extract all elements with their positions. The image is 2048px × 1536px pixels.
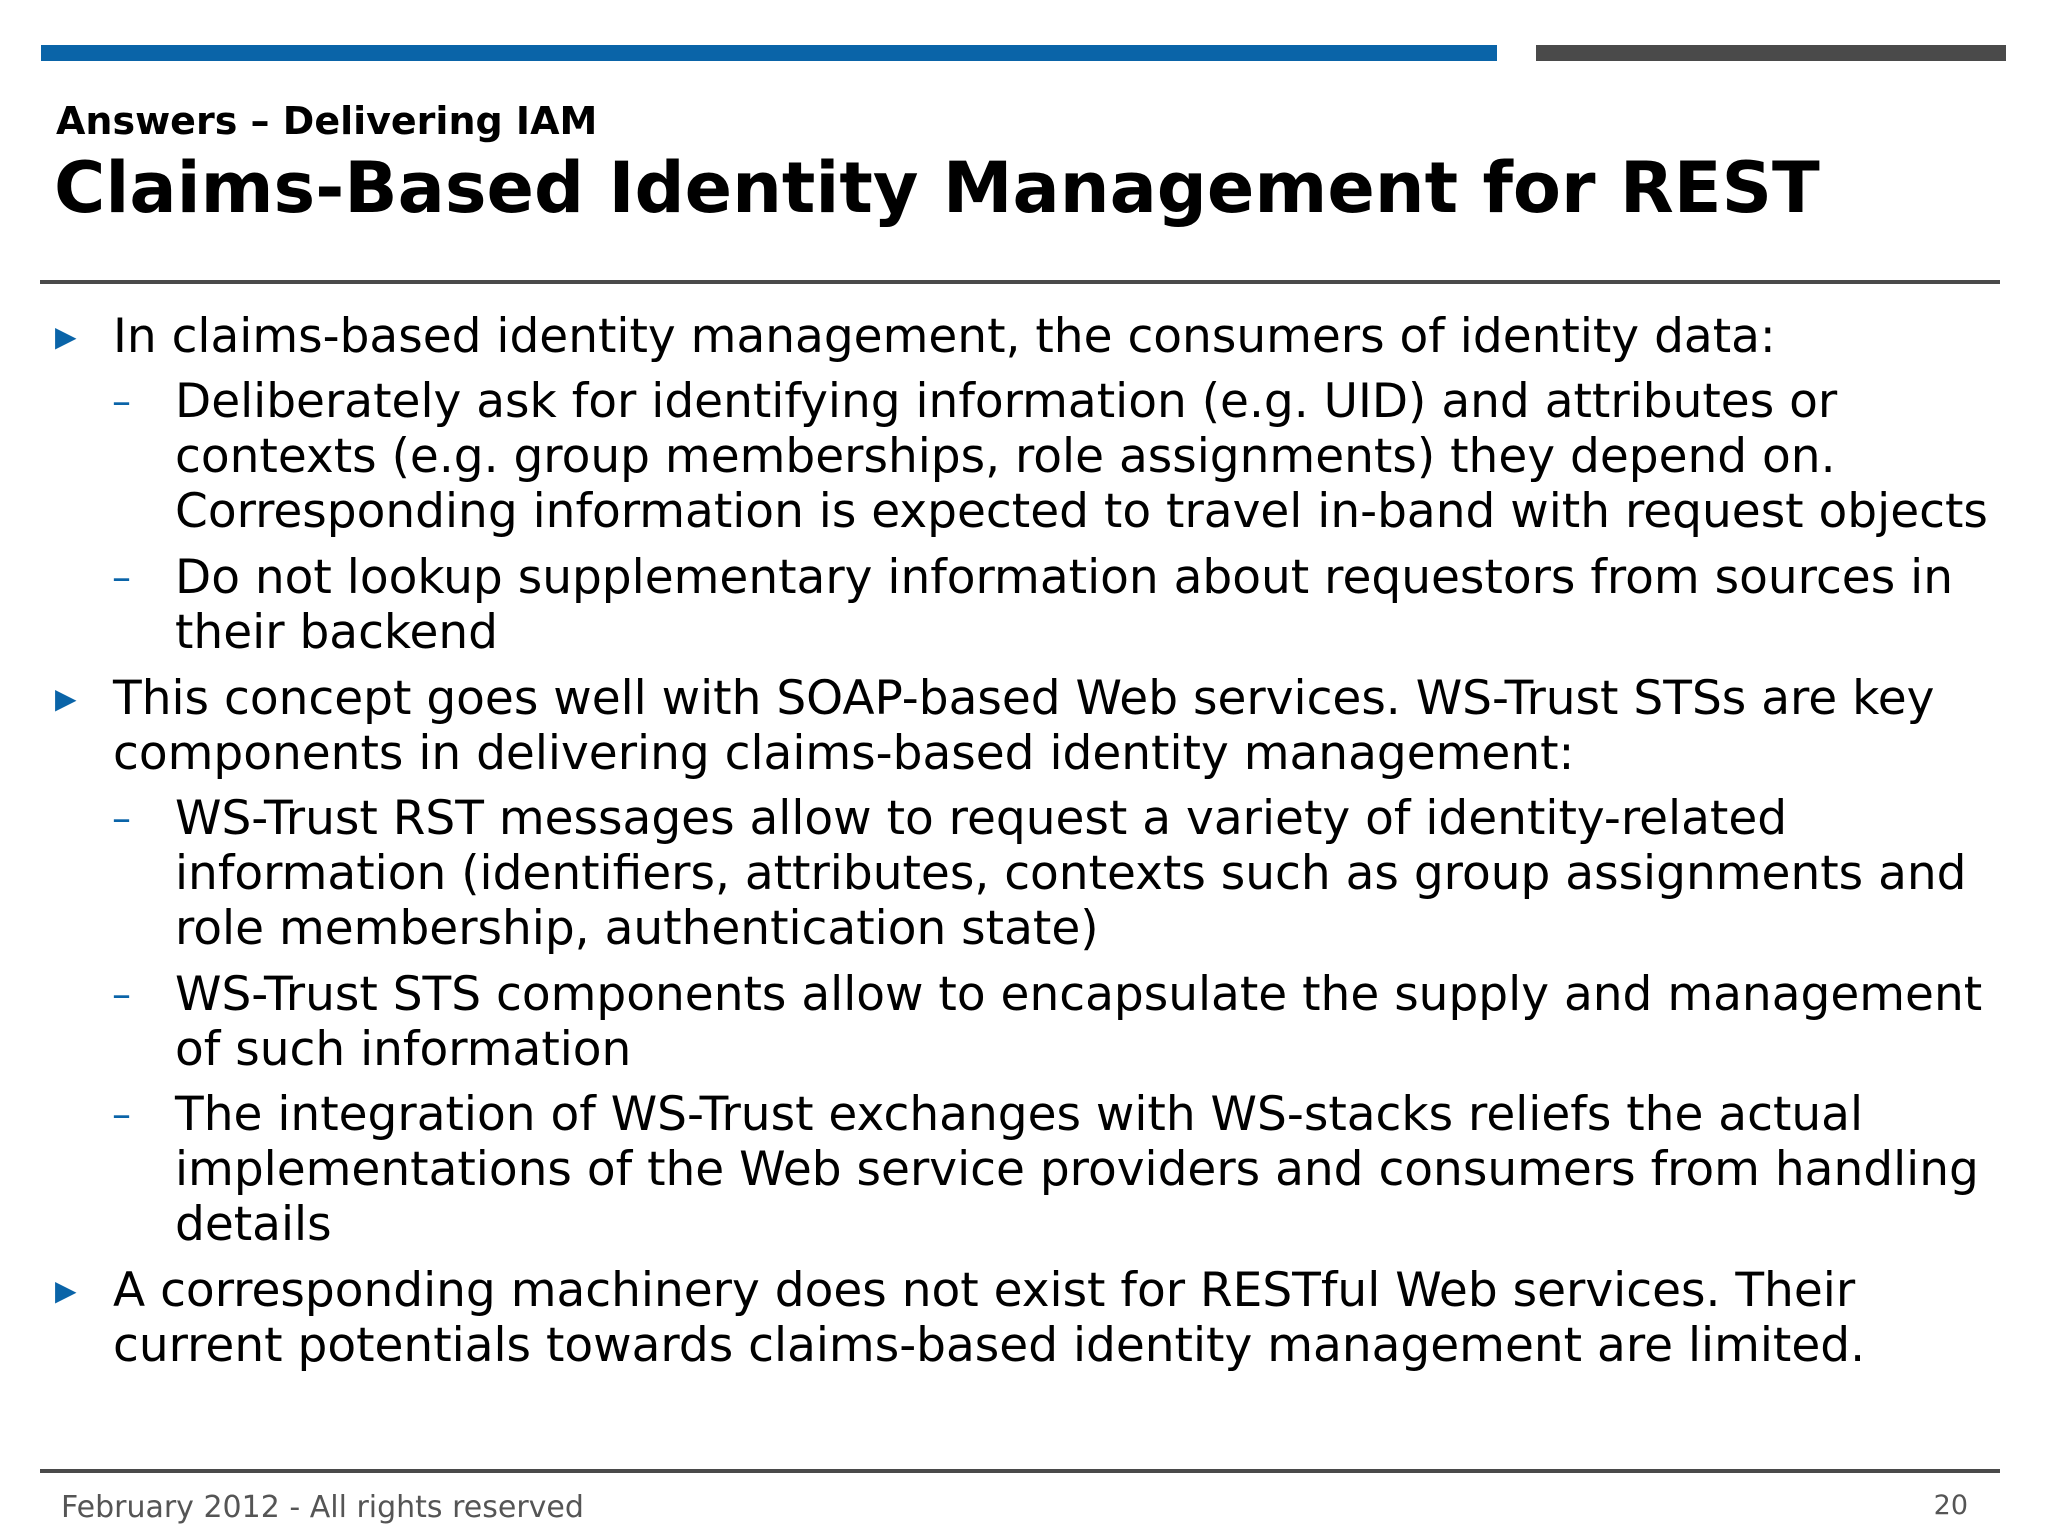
bullet-text-line: This concept goes well with SOAP-based Web services. WS-Trust STSs are key [113, 671, 1935, 726]
sub-bullet-item [112, 1087, 1979, 1252]
triangle-bullet-icon: ▶ [55, 682, 77, 715]
bullet-item [55, 671, 1935, 781]
bullet-text-line: The integration of WS-Trust exchanges with WS-stacks reliefs the actual [175, 1087, 1864, 1142]
footer-divider [40, 1469, 2000, 1473]
bullet-text-line: WS-Trust RST messages allow to request a variety of identity-related [175, 791, 1788, 846]
bullet-text-line: of such information [175, 1022, 632, 1077]
bullet-text-line: details [175, 1197, 332, 1252]
bullet-item [55, 1263, 1866, 1373]
bullet-text-line: Corresponding information is expected to travel in-band with request objects [175, 484, 1988, 539]
sub-bullet-item [112, 967, 1983, 1077]
bullet-text-line: A corresponding machinery does not exist for RESTful Web services. Their [113, 1263, 1856, 1318]
bullet-text-line: components in delivering claims-based identity management: [113, 726, 1575, 781]
page-number: 20 [1933, 1490, 1968, 1521]
dash-bullet-icon: – [112, 379, 131, 423]
dash-bullet-icon: – [112, 796, 131, 840]
bullet-text-line: In claims-based identity management, the consumers of identity data: [113, 309, 1776, 364]
bullet-text-line: Do not lookup supplementary information about requestors from sources in [175, 550, 1953, 605]
triangle-bullet-icon: ▶ [55, 1274, 77, 1307]
sub-bullet-item [112, 791, 1967, 956]
bullet-text-line: Deliberately ask for identifying information (e.g. UID) and attributes or [175, 374, 1838, 429]
bullet-item [55, 309, 1776, 364]
footer-copyright: February 2012 - All rights reserved [61, 1490, 584, 1525]
triangle-bullet-icon: ▶ [55, 320, 77, 353]
sub-bullet-item [112, 550, 1953, 660]
slide-subtitle: Answers – Delivering IAM [56, 99, 598, 143]
sub-bullet-item [112, 374, 1988, 539]
title-divider [40, 280, 2000, 284]
bullet-text-line: their backend [175, 605, 499, 660]
header-accent-bar-gray [1536, 45, 2006, 61]
bullet-text-line: role membership, authentication state) [175, 901, 1099, 956]
dash-bullet-icon: – [112, 1092, 131, 1136]
bullet-text-line: WS-Trust STS components allow to encapsulate the supply and management [175, 967, 1983, 1022]
slide-title: Claims-Based Identity Management for REST [54, 147, 1820, 229]
dash-bullet-icon: – [112, 555, 131, 599]
bullet-text-line: implementations of the Web service providers and consumers from handling [175, 1142, 1979, 1197]
header-accent-bar-blue [41, 45, 1497, 61]
bullet-text-line: information (identifiers, attributes, contexts such as group assignments and [175, 846, 1967, 901]
bullet-text-line: current potentials towards claims-based identity management are limited. [113, 1318, 1866, 1373]
bullet-text-line: contexts (e.g. group memberships, role assignments) they depend on. [175, 429, 1836, 484]
dash-bullet-icon: – [112, 972, 131, 1016]
